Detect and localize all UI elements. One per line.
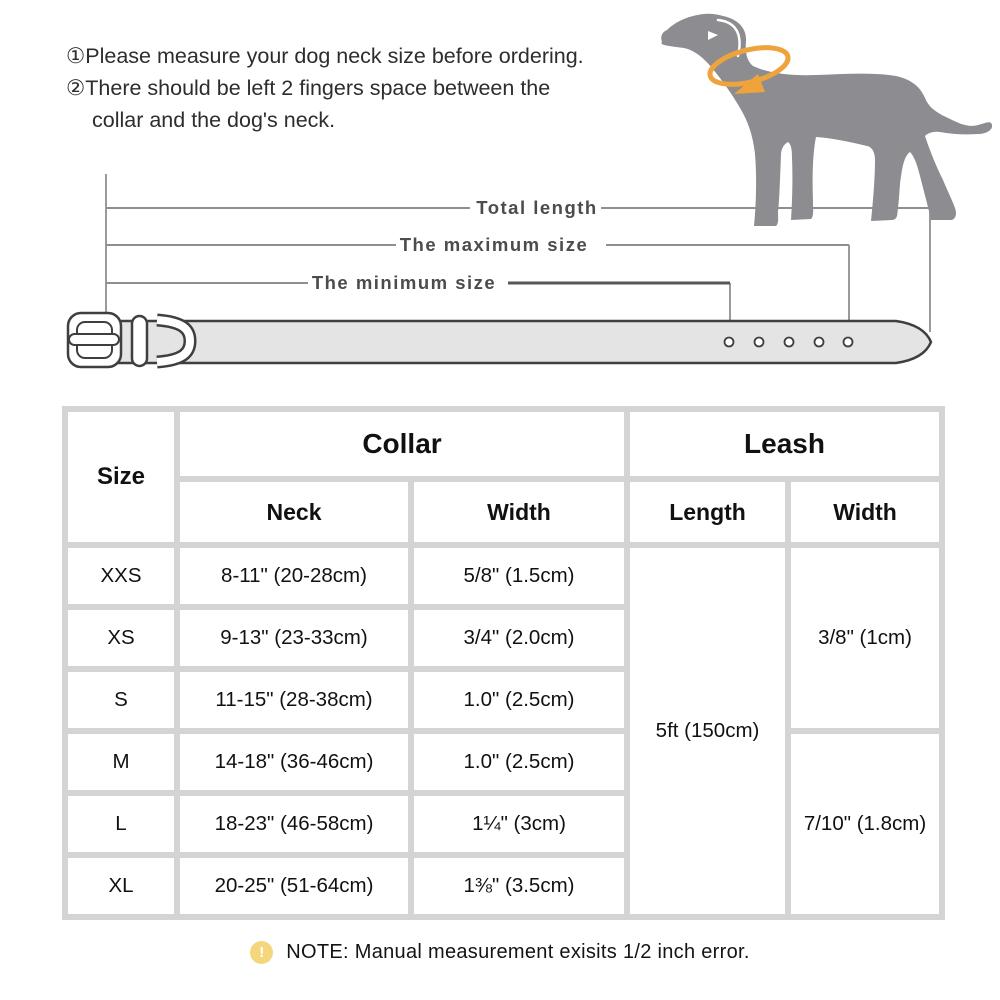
dog-illustration — [648, 6, 998, 232]
header-leash-width: Width — [791, 482, 939, 542]
cell-neck: 14-18" (36-46cm) — [180, 734, 408, 790]
cell-collar-width: 1.0" (2.5cm) — [414, 672, 624, 728]
cell-collar-width: 3/4" (2.0cm) — [414, 610, 624, 666]
cell-collar-width: 1¼" (3cm) — [414, 796, 624, 852]
size-table — [62, 406, 945, 920]
dog-body-shape — [661, 14, 992, 226]
cell-collar-width: 1.0" (2.5cm) — [414, 734, 624, 790]
cell-collar-width: 5/8" (1.5cm) — [414, 548, 624, 604]
header-leash: Leash — [630, 412, 939, 476]
header-size: Size — [68, 412, 174, 542]
cell-size: XS — [68, 610, 174, 666]
cell-neck: 9-13" (23-33cm) — [180, 610, 408, 666]
table-row — [68, 734, 939, 790]
measuring-instructions — [66, 40, 584, 136]
measurement-note — [0, 941, 1000, 964]
cell-neck: 20-25" (51-64cm) — [180, 858, 408, 914]
cell-leash-length: 5ft (150cm) — [630, 548, 785, 914]
cell-neck: 8-11" (20-28cm) — [180, 548, 408, 604]
cell-size: XL — [68, 858, 174, 914]
cell-size: M — [68, 734, 174, 790]
header-collar-width: Width — [414, 482, 624, 542]
cell-neck: 11-15" (28-38cm) — [180, 672, 408, 728]
cell-leash-width-large: 7/10" (1.8cm) — [791, 734, 939, 914]
table-row — [68, 548, 939, 604]
collar-keeper — [132, 316, 147, 366]
buckle-prong — [69, 334, 119, 345]
header-leash-length: Length — [630, 482, 785, 542]
cell-collar-width: 1⅜" (3.5cm) — [414, 858, 624, 914]
instruction-line-2: ②There should be left 2 fingers space between the — [66, 76, 551, 100]
total-length-label: Total length — [476, 197, 598, 218]
instruction-line-1: ①Please measure your dog neck size before ordering. — [66, 44, 584, 68]
cell-neck: 18-23" (46-58cm) — [180, 796, 408, 852]
note-text: NOTE: Manual measurement exisits 1/2 inch error. — [286, 941, 750, 963]
collar-strap — [96, 321, 931, 363]
dog-silhouette-icon — [648, 6, 998, 232]
cell-leash-width-small: 3/8" (1cm) — [791, 548, 939, 728]
header-neck: Neck — [180, 482, 408, 542]
minimum-size-label: The minimum size — [311, 272, 497, 293]
cell-size: S — [68, 672, 174, 728]
cell-size: L — [68, 796, 174, 852]
instruction-line-3: collar and the dog's neck. — [92, 108, 336, 132]
collar-buckle — [68, 313, 121, 367]
maximum-size-label: The maximum size — [399, 234, 589, 255]
cell-size: XXS — [68, 548, 174, 604]
header-collar: Collar — [180, 412, 624, 476]
exclamation-icon: ! — [250, 941, 273, 964]
